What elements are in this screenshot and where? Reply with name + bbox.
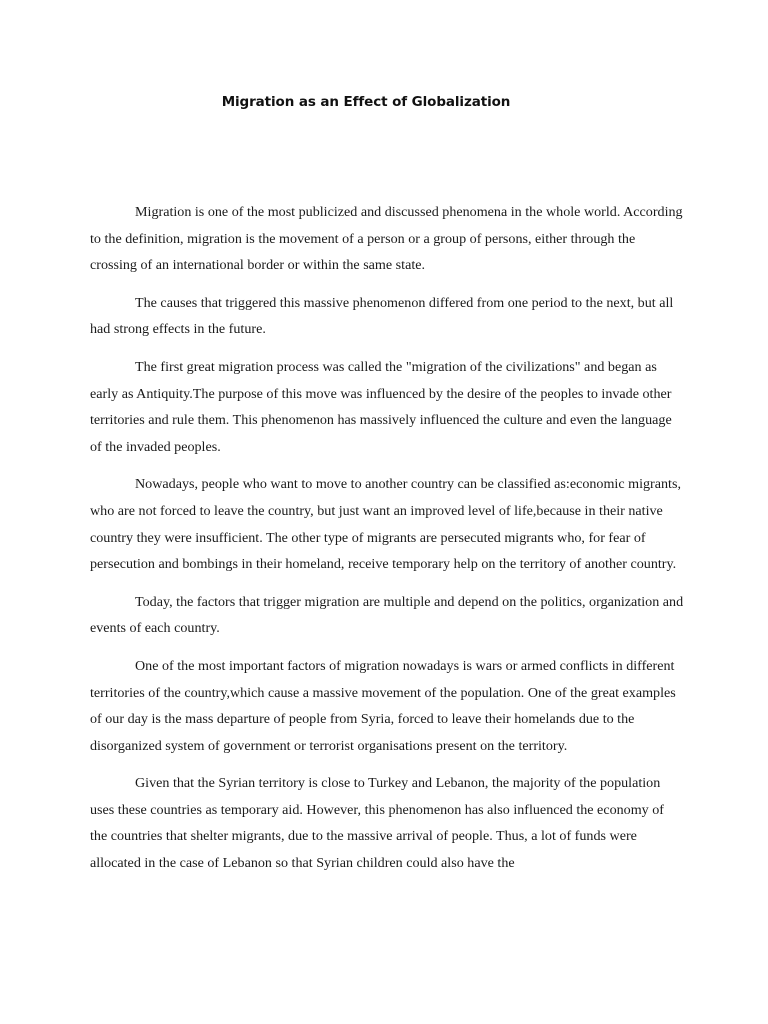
paragraph-6: One of the most important factors of migration nowadays is wars or armed conflicts in different territories of the country,which cause a massive movement of the population. One of the great examples of our day is the mass departure of people from Syria, forced to leave their homelands due to the disorganized system of government or terrorist organisations present on the territory. bbox=[90, 657, 676, 754]
document-title: Migration as an Effect of Globalization bbox=[221, 94, 511, 110]
document-body bbox=[90, 199, 684, 888]
paragraph-4: Nowadays, people who want to move to another country can be classified as:economic migrants, who are not forced to leave the country, but just want an improved level of life,because in their native country they were insufficient. The other type of migrants are persecuted migrants who, for fear of persecution and bombings in their homeland, receive temporary help on the territory of another country. bbox=[90, 476, 681, 573]
paragraph-2: The causes that triggered this massive phenomenon differed from one period to the next, but all had strong effects in the future. bbox=[90, 294, 674, 338]
paragraph-3: The first great migration process was called the "migration of the civilizations" and began as early as Antiquity.The purpose of this move was influenced by the desire of the peoples to invade other territories and rule them. This phenomenon has massively influenced the culture and even the language of the invaded peoples. bbox=[90, 358, 672, 455]
paragraph-7: Given that the Syrian territory is close to Turkey and Lebanon, the majority of the population uses these countries as temporary aid. However, this phenomenon has also influenced the economy of the countries that shelter migrants, due to the massive arrival of people. Thus, a lot of funds were allocated in the case of Lebanon so that Syrian children could also have the bbox=[90, 775, 664, 872]
paragraph-5: Today, the factors that trigger migration are multiple and depend on the politics, organization and events of each country. bbox=[90, 593, 684, 637]
paragraph-1: Migration is one of the most publicized and discussed phenomena in the whole world. According to the definition, migration is the movement of a person or a group of persons, either through the crossing of an international border or within the same state. bbox=[90, 204, 683, 274]
